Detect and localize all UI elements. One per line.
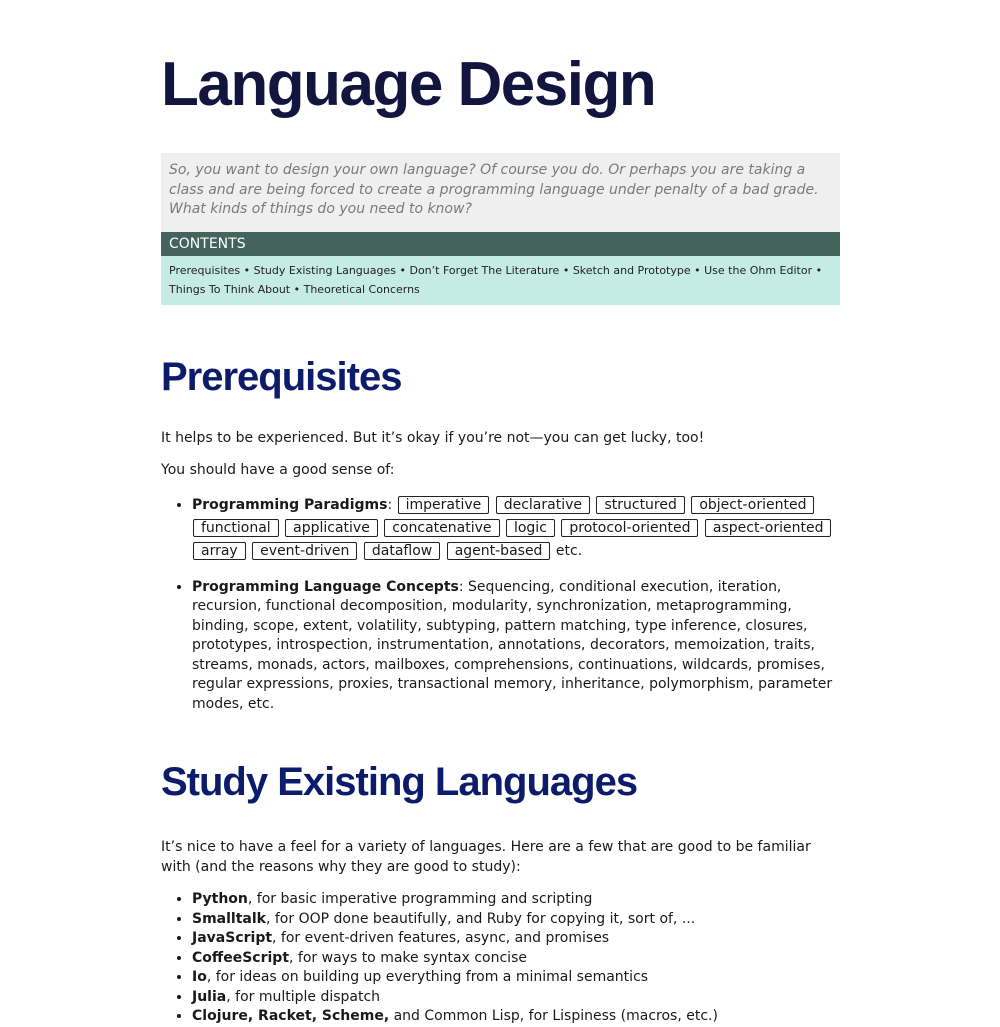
contents-list bbox=[161, 256, 840, 305]
list-item bbox=[192, 890, 840, 910]
section-heading-study-existing-languages: Study Existing Languages bbox=[161, 760, 638, 804]
language-name: Smalltalk bbox=[192, 910, 266, 927]
toc-link[interactable]: Things To Think About bbox=[169, 283, 291, 296]
page-title: Language Design bbox=[161, 50, 656, 119]
toc-link[interactable]: Study Existing Languages bbox=[253, 263, 396, 277]
paradigm-chip: agent-based bbox=[447, 542, 551, 560]
list-item bbox=[192, 929, 840, 949]
paradigm-chip: functional bbox=[193, 519, 279, 537]
list-item-concepts bbox=[192, 578, 840, 715]
language-name: Python bbox=[192, 891, 248, 907]
paradigm-chip: logic bbox=[506, 519, 555, 537]
paragraph: It’s nice to have a feel for a variety of languages. Here are a few that are good to be familiar with (and the reasons why they are good to study): bbox=[161, 839, 811, 875]
list-item bbox=[192, 910, 840, 930]
paragraph: You should have a good sense of: bbox=[161, 462, 395, 478]
language-name: Julia bbox=[192, 988, 227, 1005]
paradigm-chip: object-oriented bbox=[691, 496, 814, 514]
list-item bbox=[192, 1007, 840, 1027]
toc-separator: • bbox=[290, 283, 304, 296]
paradigm-chip: applicative bbox=[285, 519, 378, 537]
intro-blurb: So, you want to design your own language? Of course you do. Or perhaps you are taking a class and are being forced to create a programming language under penalty of a bad grade. What kinds of things do you need to know? bbox=[161, 153, 840, 232]
concepts-label: Programming Language Concepts bbox=[192, 578, 459, 595]
toc-separator: • bbox=[690, 263, 705, 277]
paragraph: It helps to be experienced. But it’s okay if you’re not—you can get lucky, too! bbox=[161, 429, 705, 446]
language-name: Clojure, Racket, Scheme, bbox=[192, 1008, 390, 1024]
paradigm-chip: concatenative bbox=[384, 519, 499, 537]
paradigm-chip: aspect-oriented bbox=[705, 519, 832, 537]
language-reason: , for basic imperative programming and scripting bbox=[247, 891, 593, 907]
paradigms-suffix: etc. bbox=[555, 542, 583, 559]
toc-link[interactable]: Don’t Forget The Literature bbox=[409, 263, 560, 277]
toc-link[interactable]: Prerequisites bbox=[169, 263, 241, 277]
language-name: Io bbox=[192, 969, 207, 985]
prerequisites-list bbox=[161, 494, 840, 715]
paradigm-chip: event-driven bbox=[252, 542, 357, 560]
concepts-text: : Sequencing, conditional execution, iteration, recursion, functional decomposition, modularity, synchronization, metaprogramming, binding, scope, extent, volatility, subtyping, pattern matching, type inference, closures, prototypes, introspection, instrumentation, annotations, decorators, memoization, traits, streams, monads, actors, mailboxes, comprehensions, continuations, wildcards, promises, regular expressions, proxies, transactional memory, inheritance, polymorphism, parameter modes, etc. bbox=[192, 578, 833, 712]
list-item-paradigms: • Programming Paradigms: imperative declarative structured object-oriented functional applicative concatenative logic protocol-oriented aspect-oriented array event-driven dataflow agent-based etc. bbox=[192, 494, 840, 563]
paradigms-label: Programming Paradigms bbox=[192, 496, 388, 513]
language-reason: , for event-driven features, async, and promises bbox=[272, 930, 610, 946]
paradigm-chip: structured bbox=[596, 496, 684, 514]
language-name: JavaScript bbox=[192, 930, 273, 946]
list-item bbox=[192, 968, 840, 988]
toc-separator: • bbox=[559, 263, 573, 277]
paradigm-chip: dataflow bbox=[364, 542, 440, 560]
toc-separator: • bbox=[240, 263, 254, 277]
toc-link[interactable]: Sketch and Prototype bbox=[572, 263, 691, 277]
article bbox=[161, 0, 840, 1027]
toc-link[interactable]: Use the Ohm Editor bbox=[704, 263, 813, 277]
paradigm-chip: protocol-oriented bbox=[561, 519, 698, 537]
paradigm-chip: array bbox=[193, 542, 246, 560]
language-reason: , for OOP done beautifully, and Ruby for copying it, sort of, ... bbox=[265, 910, 696, 927]
language-name: CoffeeScript bbox=[192, 949, 290, 966]
list-item bbox=[192, 949, 840, 969]
languages-list bbox=[161, 890, 840, 1027]
language-reason: , for ways to make syntax concise bbox=[289, 949, 527, 966]
contents-heading: CONTENTS bbox=[161, 232, 840, 256]
toc-link[interactable]: Theoretical Concerns bbox=[303, 283, 420, 296]
list-item bbox=[192, 988, 840, 1008]
toc-separator: • bbox=[395, 263, 410, 277]
paradigm-chip: declarative bbox=[496, 496, 590, 514]
section-heading-prerequisites: Prerequisites bbox=[161, 354, 402, 399]
language-reason: , for ideas on building up everything from a minimal semantics bbox=[206, 969, 649, 985]
paradigm-chip: imperative bbox=[398, 496, 490, 514]
toc-separator: • bbox=[812, 263, 823, 277]
language-reason: , for multiple dispatch bbox=[226, 988, 381, 1005]
language-reason: and Common Lisp, for Lispiness (macros, etc.) bbox=[389, 1008, 718, 1024]
